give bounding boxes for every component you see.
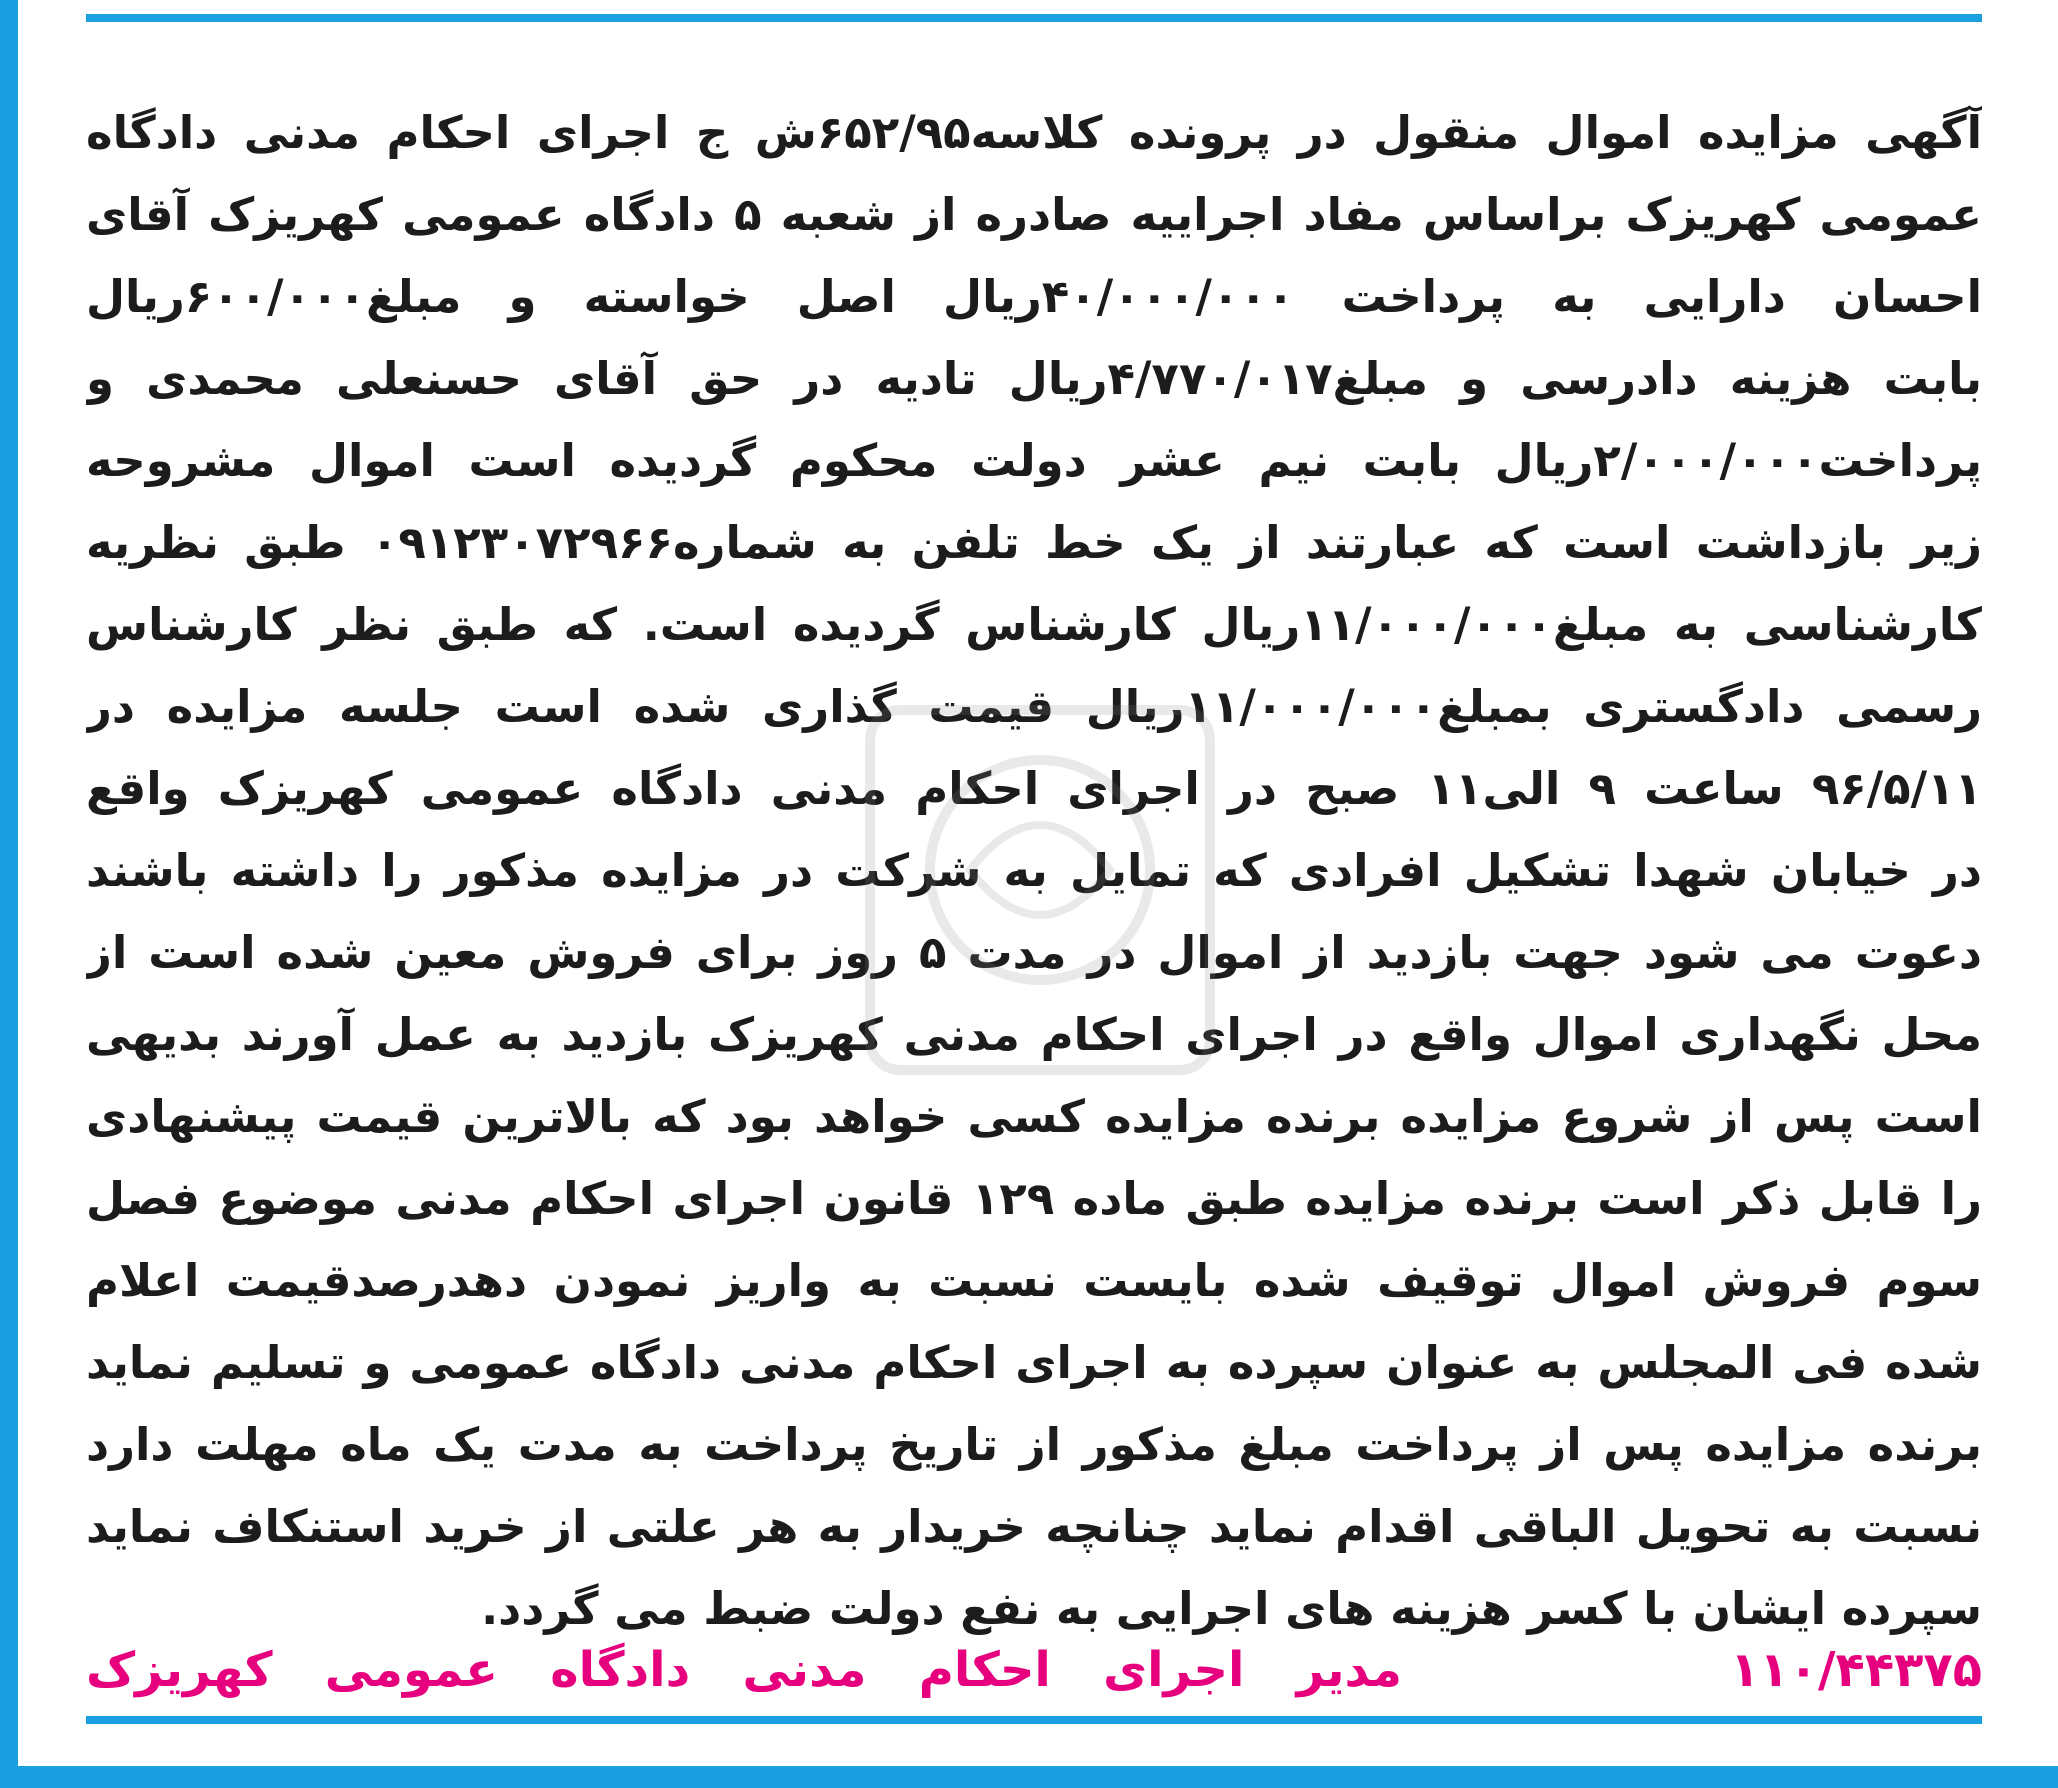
auction-notice-text — [86, 92, 1982, 1650]
notice-line: احسان دارایی به پرداخت ۴۰/۰۰۰/۰۰۰ریال اصل خواسته و مبلغ۶۰۰/۰۰۰ریال — [86, 270, 1982, 323]
notice-line: نسبت به تحویل الباقی اقدام نماید چنانچه خریدار به هر علتی از خرید استنکاف نماید — [86, 1500, 1982, 1553]
notice-line: محل نگهداری اموال واقع در اجرای احکام مدنی کهریزک بازدید به عمل آورند بدیهی — [86, 1008, 1982, 1061]
notice-line: رسمی دادگستری بمبلغ۱۱/۰۰۰/۰۰۰ریال قیمت گذاری شده است جلسه مزایده در — [86, 680, 1982, 733]
notice-line: سوم فروش اموال توقیف شده بایست نسبت به واریز نمودن دهدرصدقیمت اعلام — [86, 1254, 1982, 1307]
notice-line: کارشناسی به مبلغ۱۱/۰۰۰/۰۰۰ریال کارشناس گردیده است. که طبق نظر کارشناس — [86, 598, 1982, 651]
signature-block — [86, 1630, 1982, 1710]
notice-line: شده فی المجلس به عنوان سپرده به اجرای احکام مدنی دادگاه عمومی و تسلیم نماید — [86, 1336, 1982, 1389]
notice-line: دعوت می شود جهت بازدید از اموال در مدت ۵ روز برای فروش معین شده است از — [86, 926, 1982, 979]
bottom-frame-bar — [0, 1766, 2058, 1788]
top-divider — [86, 14, 1982, 22]
notice-reference-number: ۱۱۰/۴۴۳۷۵ — [1730, 1642, 1982, 1698]
notice-line: را قابل ذکر است برنده مزایده طبق ماده ۱۲۹ قانون اجرای احکام مدنی موضوع فصل — [86, 1172, 1982, 1225]
left-frame-bar — [0, 0, 18, 1788]
notice-line: بابت هزینه دادرسی و مبلغ۴/۷۷۰/۰۱۷ریال تادیه در حق آقای حسنعلی محمدی و — [86, 352, 1982, 405]
notice-line: پرداخت۲/۰۰۰/۰۰۰ریال بابت نیم عشر دولت محکوم گردیده است اموال مشروحه — [86, 434, 1982, 487]
notice-line: عمومی کهریزک براساس مفاد اجراییه صادره از شعبه ۵ دادگاه عمومی کهریزک آقای — [86, 188, 1982, 241]
notice-line: برنده مزایده پس از پرداخت مبلغ مذکور از تاریخ پرداخت به مدت یک ماه مهلت دارد — [86, 1418, 1982, 1471]
notice-line: ۹۶/۵/۱۱ ساعت ۹ الی۱۱ صبح در اجرای احکام مدنی دادگاه عمومی کهریزک واقع — [86, 762, 1982, 815]
notice-line: آگهی مزایده اموال منقول در پرونده کلاسه۶۵۲/۹۵ش ج اجرای احکام مدنی دادگاه — [86, 106, 1982, 159]
notice-line: سپرده ایشان با کسر هزینه های اجرایی به نفع دولت ضبط می گردد. — [481, 1582, 1982, 1635]
bottom-divider — [86, 1716, 1982, 1724]
notice-line: در خیابان شهدا تشکیل افرادی که تمایل به شرکت در مزایده مذکور را داشته باشند — [86, 844, 1982, 897]
signature-title: مدیر اجرای احکام مدنی دادگاه عمومی کهریزک — [86, 1642, 1402, 1698]
notice-line: زیر بازداشت است که عبارتند از یک خط تلفن به شماره۰۹۱۲۳۰۷۲۹۶۶ طبق نظریه — [86, 516, 1982, 569]
notice-line: است پس از شروع مزایده برنده مزایده کسی خواهد بود که بالاترین قیمت پیشنهادی — [86, 1090, 1982, 1143]
